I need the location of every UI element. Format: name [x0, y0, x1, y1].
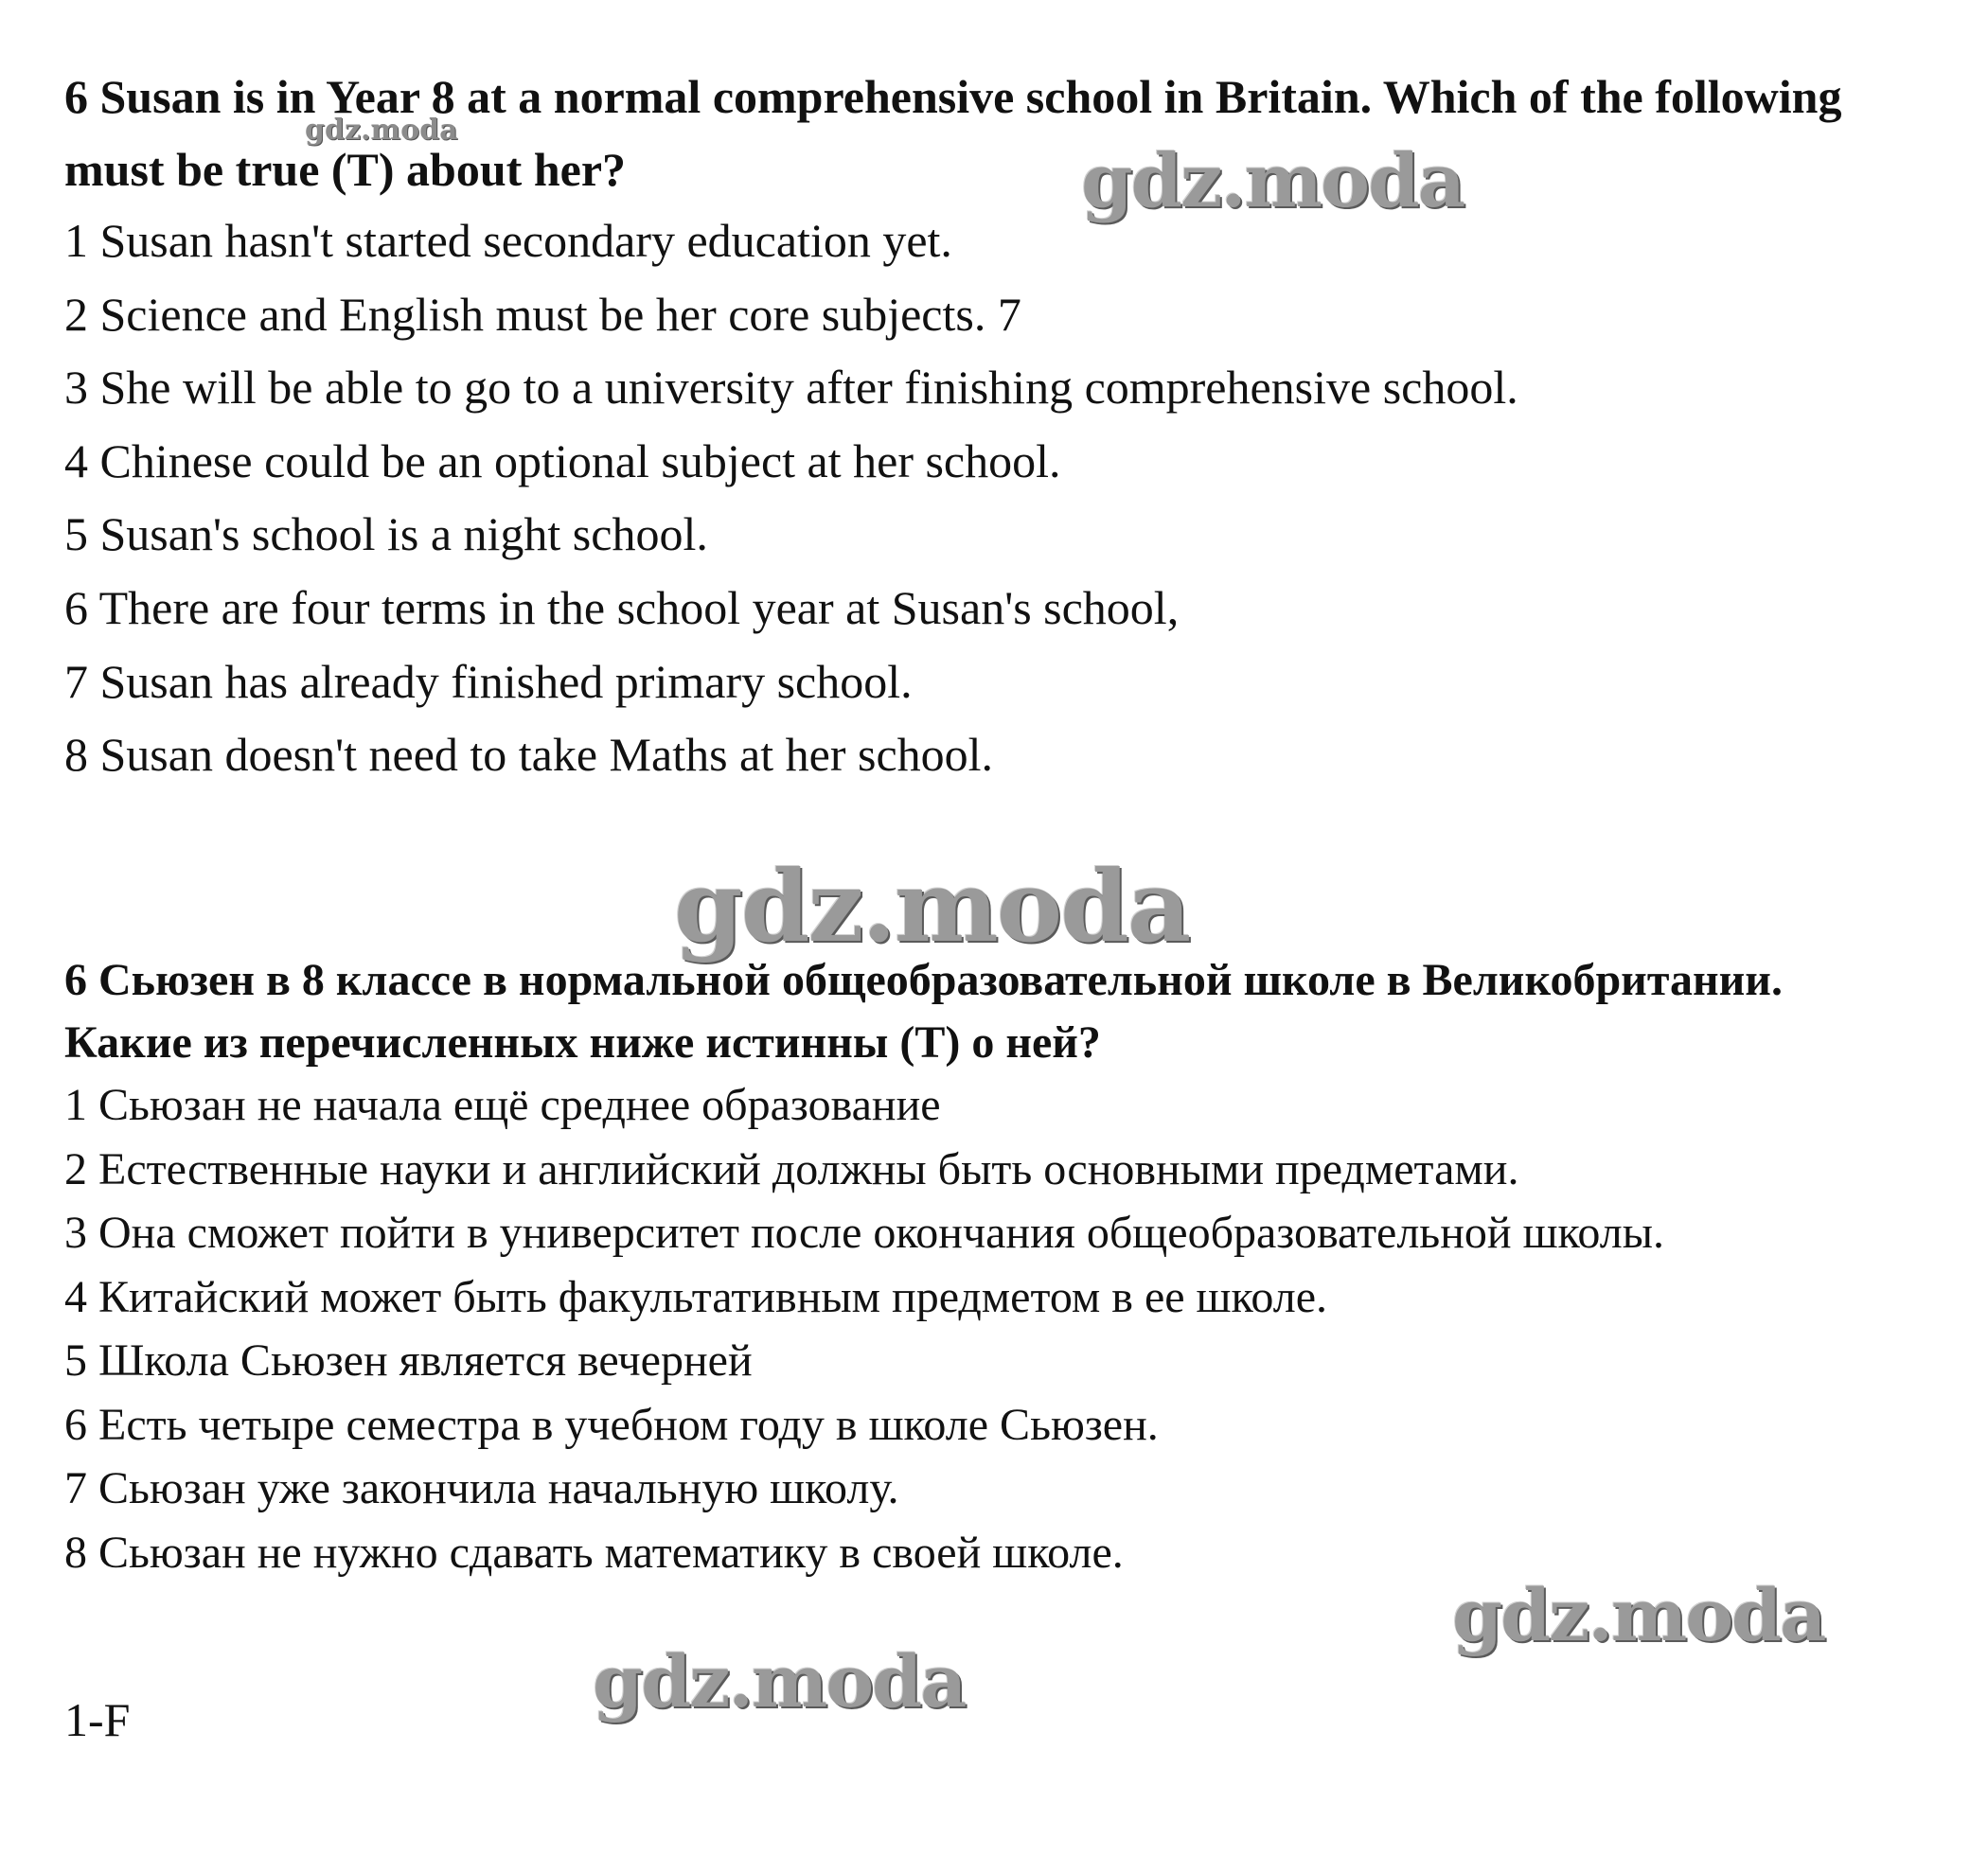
- russian-statement-2: 2 Естественные науки и английский должны быть основными предметами.: [64, 1143, 1519, 1194]
- english-statement-2: 2 Science and English must be her core subjects. 7: [64, 287, 1021, 341]
- watermark-bottom-right: gdz.moda: [1452, 1573, 1825, 1657]
- russian-question: 6 Сьюзен в 8 классе в нормальной общеобразовательной школе в Великобритании. Какие из перечисленных ниже истинны (T) о ней?: [64, 955, 1783, 1068]
- answer-text: 1-F: [64, 1693, 131, 1746]
- watermark-top-right: gdz.moda: [1081, 138, 1464, 224]
- watermark-small: gdz.moda: [305, 114, 458, 147]
- russian-statement-8: 8 Сьюзан не нужно сдавать математику в своей школе.: [64, 1527, 1124, 1578]
- english-statement-5: 5 Susan's school is a night school.: [64, 507, 708, 561]
- english-statement-4: 4 Chinese could be an optional subject at her school.: [64, 433, 1061, 487]
- russian-statement-4: 4 Китайский может быть факультативным предметом в ее школе.: [64, 1271, 1328, 1322]
- english-statement-3: 3 She will be able to go to a university after finishing comprehensive school.: [64, 361, 1518, 415]
- english-statement-7: 7 Susan has already finished primary school.: [64, 654, 913, 708]
- russian-statement-7: 7 Сьюзан уже закончила начальную школу.: [64, 1463, 899, 1513]
- russian-statement-list: [64, 1073, 1920, 1584]
- russian-statement-5: 5 Школа Сьюзен является вечерней: [64, 1335, 753, 1386]
- russian-statement-6: 6 Есть четыре семестра в учебном году в школе Сьюзен.: [64, 1399, 1159, 1450]
- english-statement-8: 8 Susan doesn't need to take Maths at her school.: [64, 728, 994, 782]
- russian-statement-1: 1 Сьюзан не начала ещё среднее образование: [64, 1080, 941, 1130]
- watermark-bottom-center: gdz.moda: [593, 1639, 966, 1723]
- watermark-center: gdz.moda: [674, 848, 1190, 964]
- english-question: 6 Susan is in Year 8 at a normal comprehensive school in Britain. Which of the following must be true (T) about her?: [64, 70, 1842, 196]
- russian-statement-3: 3 Она сможет пойти в университет после окончания общеобразовательной школы.: [64, 1208, 1664, 1258]
- english-statement-6: 6 There are four terms in the school year at Susan's school,: [64, 580, 1180, 634]
- english-statement-1: 1 Susan hasn't started secondary education yet.: [64, 214, 952, 267]
- english-statement-list: [64, 204, 1920, 792]
